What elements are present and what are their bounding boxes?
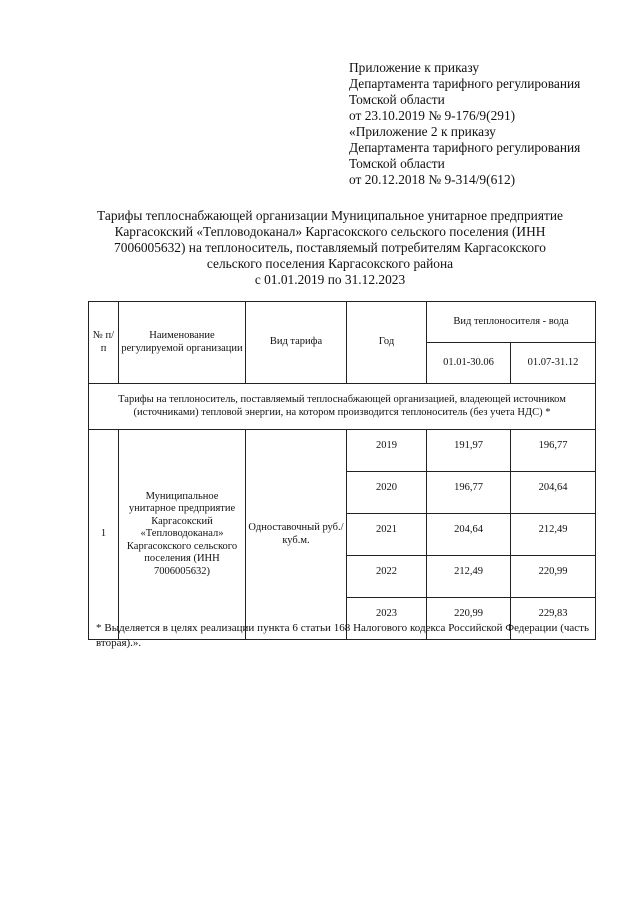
- title-line: сельского поселения Каргасокского района: [206, 256, 454, 271]
- year-cell: 2021: [347, 514, 427, 556]
- approval-line: Департамента тарифного регулирования: [349, 76, 581, 91]
- title-line: с 01.01.2019 по 31.12.2023: [254, 272, 406, 287]
- tariff-value: 220,99: [427, 598, 511, 640]
- title-line: Тарифы теплоснабжающей организации Муниципальное унитарное предприятие: [97, 208, 563, 223]
- year-cell: 2022: [347, 556, 427, 598]
- tariff-value: 191,97: [427, 430, 511, 472]
- approval-line: «Приложение 2 к приказу: [349, 124, 496, 139]
- table-row: [89, 430, 596, 472]
- approval-block: [349, 60, 629, 188]
- approval-line: Департамента тарифного регулирования: [349, 140, 581, 155]
- year-cell: 2020: [347, 472, 427, 514]
- header-tariff-type: Вид тарифа: [246, 302, 347, 384]
- header-org: Наименование регулируемой организации: [119, 302, 246, 384]
- tariff-value: 196,77: [427, 472, 511, 514]
- tariff-value: 220,99: [511, 556, 596, 598]
- table-header-row: [89, 302, 596, 343]
- header-period-1: 01.01-30.06: [427, 343, 511, 384]
- approval-line: Томской области: [349, 156, 445, 171]
- tariff-value: 204,64: [511, 472, 596, 514]
- footnote: * Выделяется в целях реализации пункта 6 статьи 168 Налогового кодекса Российской Федерации (часть вторая).».: [96, 622, 589, 649]
- approval-line: от 20.12.2018 № 9-314/9(612): [349, 172, 516, 187]
- header-num: № п/п: [89, 302, 119, 384]
- section-row: [89, 384, 596, 430]
- year-cell: 2019: [347, 430, 427, 472]
- org-name: Муниципальное унитарное предприятие Каргасокский «Тепловодоканал» Каргасокского сельского поселения (ИНН 7006005632): [119, 430, 246, 640]
- tariff-value: 212,49: [427, 556, 511, 598]
- header-year: Год: [347, 302, 427, 384]
- header-carrier: Вид теплоносителя - вода: [427, 302, 596, 343]
- tariff-value: 204,64: [427, 514, 511, 556]
- approval-line: Томской области: [349, 92, 445, 107]
- approval-line: Приложение к приказу: [349, 60, 480, 75]
- tariff-value: 196,77: [511, 430, 596, 472]
- tariff-value: 229,83: [511, 598, 596, 640]
- tariff-type: Одноставочный руб./куб.м.: [246, 430, 347, 640]
- tariff-value: 212,49: [511, 514, 596, 556]
- year-cell: 2023: [347, 598, 427, 640]
- section-title: Тарифы на теплоноситель, поставляемый теплоснабжающей организацией, владеющей источником (источниками) тепловой энергии, на котором производится теплоноситель (без учета НДС) *: [89, 384, 596, 430]
- row-number: 1: [89, 430, 119, 640]
- document-title: [60, 208, 600, 288]
- title-line: 7006005632) на теплоноситель, поставляемый потребителям Каргасокского: [114, 240, 546, 255]
- title-line: Каргасокский «Тепловодоканал» Каргасокского сельского поселения (ИНН: [114, 224, 546, 239]
- tariff-table: [88, 301, 596, 640]
- approval-line: от 23.10.2019 № 9-176/9(291): [349, 108, 516, 123]
- header-period-2: 01.07-31.12: [511, 343, 596, 384]
